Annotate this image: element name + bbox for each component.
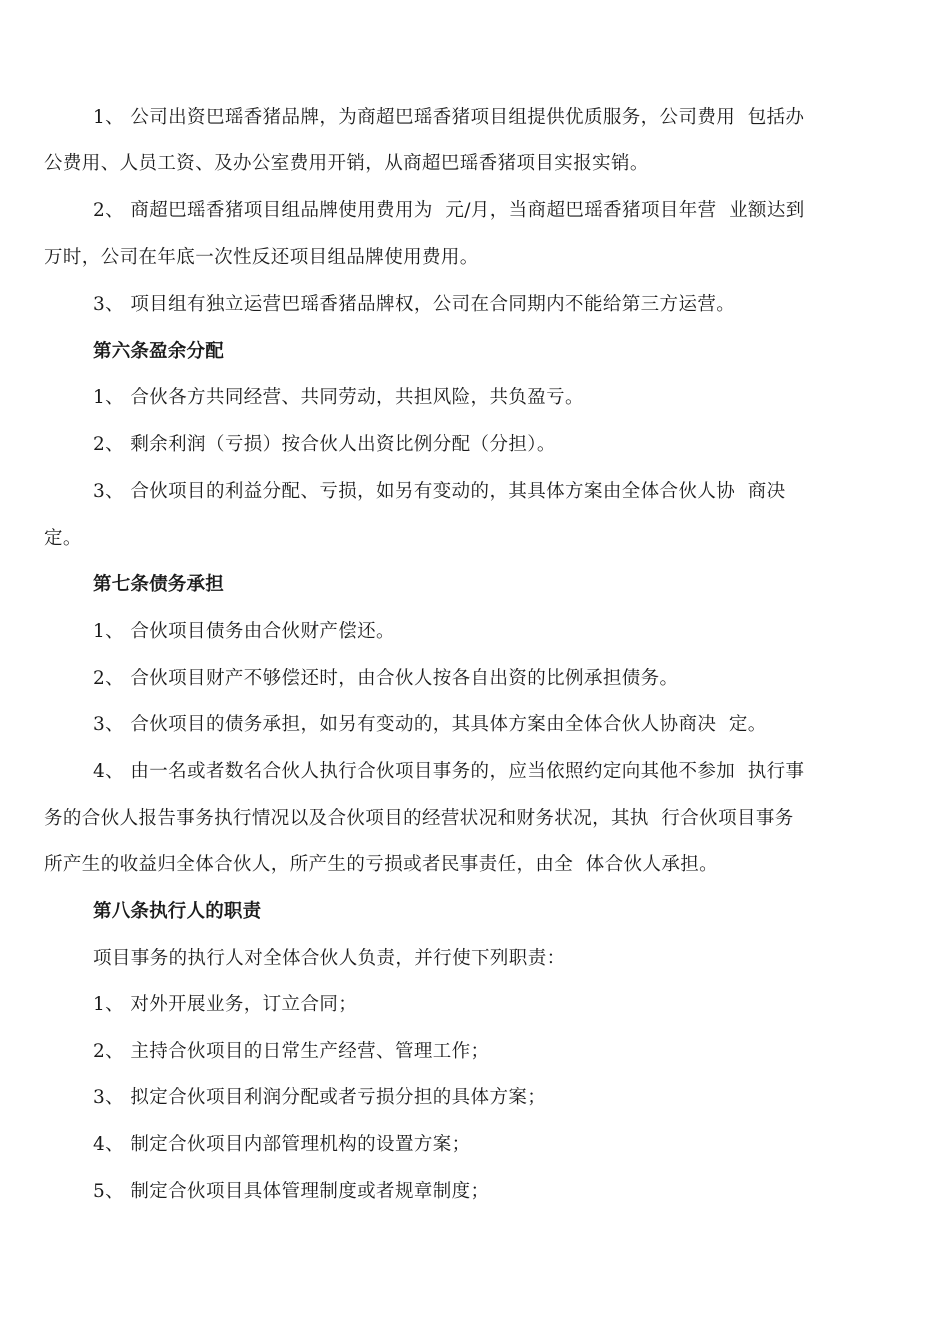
section8-heading: 第八条执行人的职责 (93, 901, 262, 922)
section7-item4-line1: 4、 由一名或者数名合伙人执行合伙项目事务的，应当依照约定向其他不参加 执行事 (93, 761, 805, 782)
section7-item2-line1: 2、 合伙项目财产不够偿还时，由合伙人按各自出资的比例承担债务。 (93, 668, 679, 689)
section5-item2-line1: 2、 商超巴瑶香猪项目组品牌使用费用为 元/月，当商超巴瑶香猪项目年营 业额达到 (93, 200, 805, 221)
section8-intro: 项目事务的执行人对全体合伙人负责，并行使下列职责： (93, 948, 566, 969)
section8-item2-line1: 2、 主持合伙项目的日常生产经营、管理工作； (93, 1041, 490, 1062)
section5-item2-line2: 万时，公司在年底一次性反还项目组品牌使用费用。 (44, 247, 479, 268)
section5-item1-line2: 公费用、人员工资、及办公室费用开销，从商超巴瑶香猪项目实报实销。 (44, 153, 649, 174)
section6-item3-line2: 定。 (44, 528, 82, 549)
section8-item1-line1: 1、 对外开展业务，订立合同； (93, 994, 358, 1015)
section6-item1-line1: 1、 合伙各方共同经营、共同劳动，共担风险，共负盈亏。 (93, 387, 584, 408)
section7-item3-line1: 3、 合伙项目的债务承担，如另有变动的，其具体方案由全体合伙人协商决 定。 (93, 714, 767, 735)
section6-heading: 第六条盈余分配 (93, 341, 224, 362)
section7-item4-line3: 所产生的收益归全体合伙人，所产生的亏损或者民事责任，由全 体合伙人承担。 (44, 854, 719, 875)
section7-item1-line1: 1、 合伙项目债务由合伙财产偿还。 (93, 621, 395, 642)
section5-item3-line1: 3、 项目组有独立运营巴瑶香猪品牌权，公司在合同期内不能给第三方运营。 (93, 294, 736, 315)
section8-item3-line1: 3、 拟定合伙项目利润分配或者亏损分担的具体方案； (93, 1087, 547, 1108)
section7-item4-line2: 务的合伙人报告事务执行情况以及合伙项目的经营状况和财务状况，其执 行合伙项目事务 (44, 808, 794, 829)
section8-item5-line1: 5、 制定合伙项目具体管理制度或者规章制度； (93, 1181, 490, 1202)
section7-heading: 第七条债务承担 (93, 574, 224, 595)
section6-item3-line1: 3、 合伙项目的利益分配、亏损，如另有变动的，其具体方案由全体合伙人协 商决 (93, 481, 786, 502)
section6-item2-line1: 2、 剩余利润（亏损）按合伙人出资比例分配（分担）。 (93, 434, 556, 455)
section5-item1-line1: 1、 公司出资巴瑶香猪品牌，为商超巴瑶香猪项目组提供优质服务，公司费用 包括办 (93, 107, 805, 128)
section8-item4-line1: 4、 制定合伙项目内部管理机构的设置方案； (93, 1134, 471, 1155)
